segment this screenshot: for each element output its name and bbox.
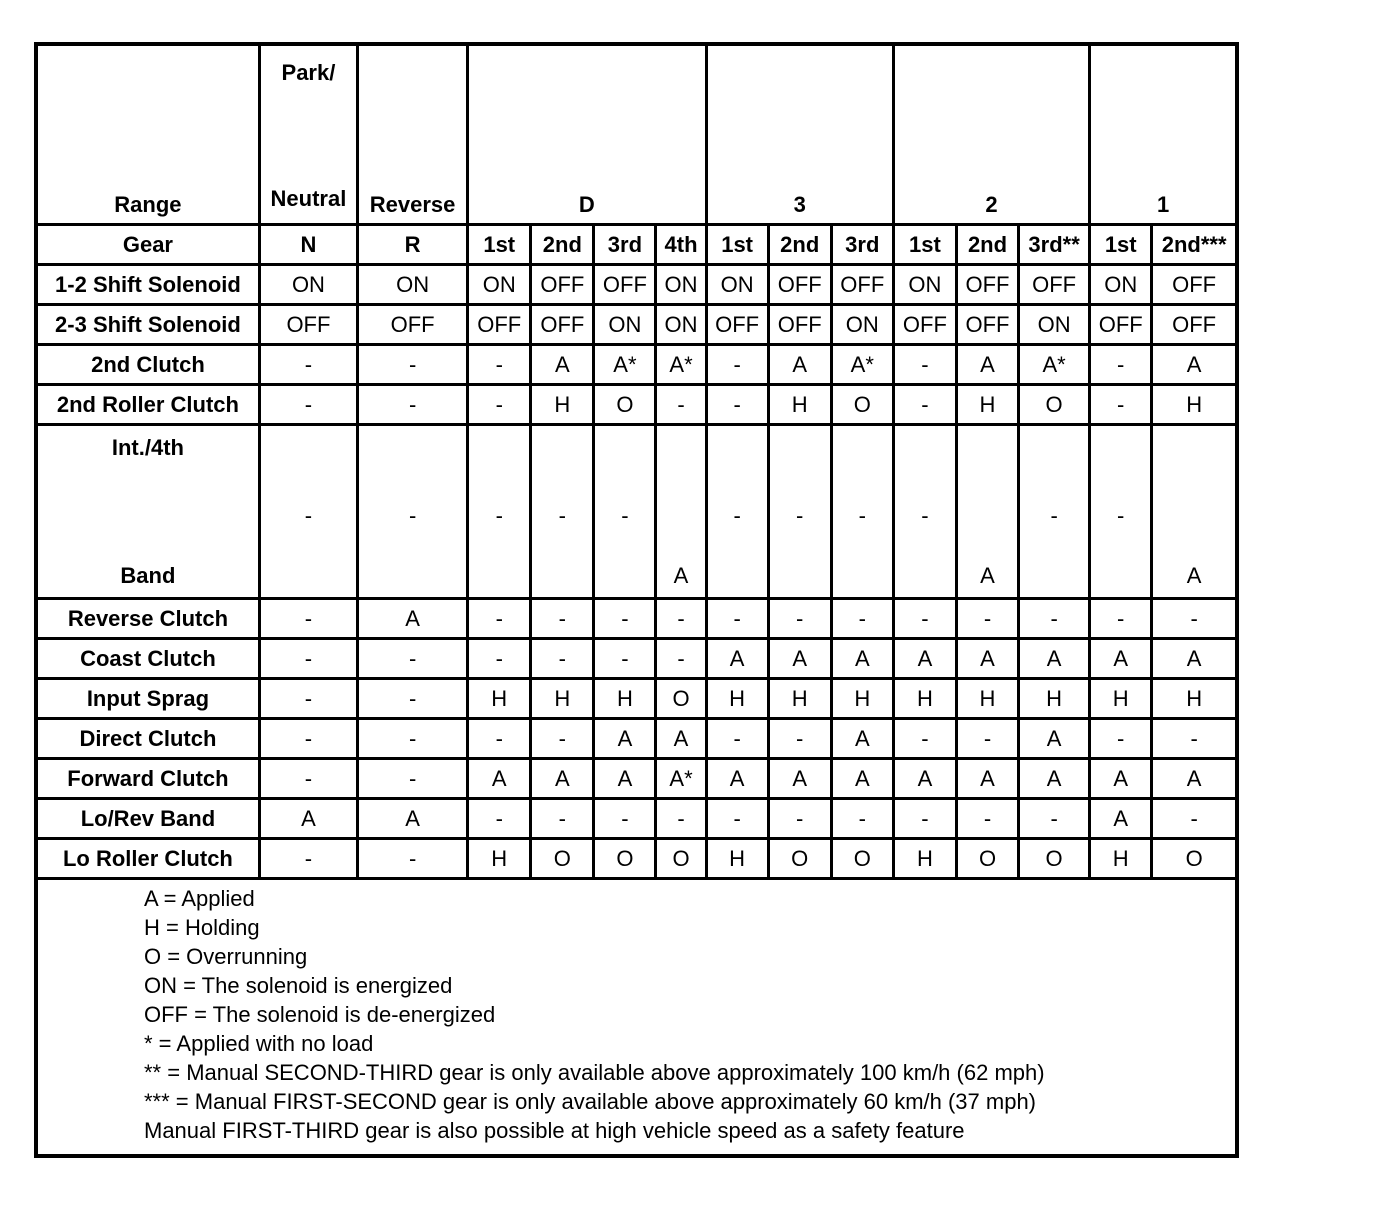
band-cell (594, 425, 656, 599)
band-cell (1019, 425, 1090, 599)
table-cell: - (259, 385, 357, 425)
table-cell: H (768, 385, 831, 425)
table-row (36, 385, 1237, 425)
table-cell: A (468, 759, 531, 799)
table-cell: OFF (893, 305, 956, 345)
table-cell: H (1090, 839, 1152, 879)
table-cell: A (1152, 759, 1237, 799)
table-cell: A* (594, 345, 656, 385)
table-cell: OFF (706, 305, 768, 345)
table-cell: H (1090, 679, 1152, 719)
table-cell: ON (831, 305, 893, 345)
legend-line: *** = Manual FIRST-SECOND gear is only available above approximately 60 km/h (37 mph) (144, 1089, 1037, 1114)
legend-line: A = Applied (144, 886, 255, 911)
table-cell: H (768, 679, 831, 719)
table-cell: A (358, 799, 468, 839)
gear-cell: 3rd (831, 225, 893, 265)
table-cell: A (259, 799, 357, 839)
table-cell: - (1090, 719, 1152, 759)
table-cell: - (468, 639, 531, 679)
table-cell: A (893, 639, 956, 679)
row-label: 2nd Clutch (36, 345, 259, 385)
table-cell: A (831, 639, 893, 679)
gear-cell: 2nd (768, 225, 831, 265)
band-mid-value: - (796, 502, 804, 528)
row-label: Forward Clutch (36, 759, 259, 799)
table-row (36, 599, 1237, 639)
table-cell: - (706, 719, 768, 759)
row-label: 1-2 Shift Solenoid (36, 265, 259, 305)
table-cell: - (531, 599, 594, 639)
table-cell: - (706, 599, 768, 639)
table-cell: A (531, 345, 594, 385)
band-mid-value: - (558, 502, 566, 528)
table-cell: OFF (531, 265, 594, 305)
table-cell: A (531, 759, 594, 799)
band-mid-value: - (921, 502, 929, 528)
table-cell: ON (468, 265, 531, 305)
table-cell: - (893, 719, 956, 759)
table-cell: - (594, 799, 656, 839)
table-cell: - (1152, 719, 1237, 759)
table-cell: OFF (768, 305, 831, 345)
table-cell: OFF (1152, 305, 1237, 345)
row-label: Lo Roller Clutch (36, 839, 259, 879)
table-cell: - (1152, 799, 1237, 839)
gear-cell: 1st (468, 225, 531, 265)
table-cell: H (1152, 385, 1237, 425)
table-cell: H (594, 679, 656, 719)
legend-line: * = Applied with no load (144, 1031, 374, 1056)
table-cell: A (768, 759, 831, 799)
table-cell: - (893, 385, 956, 425)
table-cell: ON (656, 305, 706, 345)
table-cell: A (893, 759, 956, 799)
table-cell: - (768, 719, 831, 759)
table-cell: H (531, 385, 594, 425)
table-cell: A (1090, 639, 1152, 679)
table-cell: O (831, 385, 893, 425)
gear-cell: 2nd (956, 225, 1018, 265)
table-cell: - (594, 639, 656, 679)
table-cell: OFF (1090, 305, 1152, 345)
table-cell: H (893, 839, 956, 879)
band-cell (893, 425, 956, 599)
table-cell: A (956, 759, 1018, 799)
table-cell: A (594, 759, 656, 799)
table-cell: - (706, 385, 768, 425)
table-cell: H (1152, 679, 1237, 719)
row-label: Direct Clutch (36, 719, 259, 759)
table-cell: - (1090, 599, 1152, 639)
table-cell: - (531, 719, 594, 759)
table-cell: O (531, 839, 594, 879)
table-cell: - (259, 719, 357, 759)
band-cell (531, 425, 594, 599)
table-cell: A (594, 719, 656, 759)
band-label-bottom: Band (120, 562, 176, 588)
table-cell: - (706, 799, 768, 839)
table-cell: A* (831, 345, 893, 385)
table-row (36, 305, 1237, 345)
table-cell: - (259, 759, 357, 799)
band-cell (1090, 425, 1152, 599)
range-label: Range (36, 44, 259, 225)
band-cell (768, 425, 831, 599)
table-cell: - (358, 759, 468, 799)
table-cell: A* (1019, 345, 1090, 385)
table-cell: A (358, 599, 468, 639)
table-cell: - (468, 719, 531, 759)
range-1-header: 1 (1090, 44, 1237, 225)
table-cell: - (259, 345, 357, 385)
table-cell: H (831, 679, 893, 719)
table-cell: ON (656, 265, 706, 305)
table-cell: - (831, 599, 893, 639)
row-label: Input Sprag (36, 679, 259, 719)
row-label: Reverse Clutch (36, 599, 259, 639)
table-cell: OFF (1019, 265, 1090, 305)
band-cell (468, 425, 531, 599)
table-cell: OFF (956, 305, 1018, 345)
table-cell: O (831, 839, 893, 879)
shift-chart-table (34, 42, 1239, 1158)
table-cell: ON (259, 265, 357, 305)
table-cell: - (768, 799, 831, 839)
table-cell: - (358, 345, 468, 385)
table-cell: - (706, 345, 768, 385)
table-cell: - (259, 639, 357, 679)
band-bottom-value: A (980, 562, 995, 588)
band-bottom-value: A (1186, 562, 1202, 588)
range-header-row (36, 44, 1237, 225)
table-cell: A* (656, 759, 706, 799)
table-cell: A (706, 759, 768, 799)
table-cell: A (1152, 639, 1237, 679)
table-row (36, 345, 1237, 385)
table-cell: OFF (956, 265, 1018, 305)
table-cell: - (956, 799, 1018, 839)
legend-line: ON = The solenoid is energized (144, 973, 453, 998)
table-cell: OFF (358, 305, 468, 345)
table-cell: ON (594, 305, 656, 345)
band-mid-value: - (304, 502, 313, 528)
table-cell: H (893, 679, 956, 719)
band-cell (706, 425, 768, 599)
table-cell: H (956, 679, 1018, 719)
table-cell: A (706, 639, 768, 679)
solenoid-clutch-rows (36, 265, 1237, 425)
table-cell: - (259, 599, 357, 639)
table-cell: A (656, 719, 706, 759)
band-cell (656, 425, 706, 599)
band-mid-value: - (858, 502, 866, 528)
table-cell: ON (893, 265, 956, 305)
table-cell: H (531, 679, 594, 719)
band-cell (259, 425, 357, 599)
table-cell: O (768, 839, 831, 879)
legend-line: H = Holding (144, 915, 260, 940)
table-cell: - (259, 839, 357, 879)
table-row (36, 759, 1237, 799)
table-cell: OFF (768, 265, 831, 305)
table-cell: - (1090, 385, 1152, 425)
table-cell: ON (1019, 305, 1090, 345)
table-cell: - (468, 799, 531, 839)
table-cell: OFF (259, 305, 357, 345)
table-row (36, 679, 1237, 719)
neutral-label: Neutral (270, 185, 347, 211)
table-cell: - (893, 599, 956, 639)
band-mid-value: - (1117, 502, 1125, 528)
gear-cell: 3rd (594, 225, 656, 265)
row-label: Lo/Rev Band (36, 799, 259, 839)
table-cell: ON (706, 265, 768, 305)
table-cell: - (259, 679, 357, 719)
gear-cell: 1st (1090, 225, 1152, 265)
gear-cell: 3rd** (1019, 225, 1090, 265)
table-cell: OFF (594, 265, 656, 305)
table-cell: O (656, 839, 706, 879)
table-cell: A (1090, 799, 1152, 839)
gear-cell: 4th (656, 225, 706, 265)
park-neutral-header (259, 44, 357, 225)
table-cell: - (1090, 345, 1152, 385)
table-cell: A (1090, 759, 1152, 799)
band-row-label (36, 425, 259, 599)
table-cell: - (1152, 599, 1237, 639)
table-cell: - (656, 385, 706, 425)
band-mid-value: - (408, 502, 417, 528)
band-mid-value: - (1050, 502, 1058, 528)
band-cell (358, 425, 468, 599)
clutch-chart-container (34, 42, 1239, 1158)
table-cell: A (956, 345, 1018, 385)
range-3-header: 3 (706, 44, 893, 225)
table-row (36, 839, 1237, 879)
band-mid-value: - (733, 502, 741, 528)
table-cell: - (468, 345, 531, 385)
table-cell: - (893, 799, 956, 839)
table-cell: A (1019, 639, 1090, 679)
row-label: Coast Clutch (36, 639, 259, 679)
band-cell (956, 425, 1018, 599)
table-cell: OFF (1152, 265, 1237, 305)
table-cell: - (468, 385, 531, 425)
table-row (36, 799, 1237, 839)
table-row (36, 719, 1237, 759)
table-cell: - (1019, 599, 1090, 639)
table-cell: O (656, 679, 706, 719)
table-cell: A (768, 639, 831, 679)
table-cell: A (1019, 759, 1090, 799)
table-cell: - (531, 639, 594, 679)
table-cell: A (768, 345, 831, 385)
table-cell: O (1019, 385, 1090, 425)
table-cell: O (1019, 839, 1090, 879)
table-cell: ON (1090, 265, 1152, 305)
table-cell: OFF (831, 265, 893, 305)
band-cell (1152, 425, 1237, 599)
table-cell: ON (358, 265, 468, 305)
gear-cell: 1st (706, 225, 768, 265)
band-cell (831, 425, 893, 599)
table-cell: H (706, 679, 768, 719)
table-cell: - (956, 599, 1018, 639)
band-mid-value: - (495, 502, 503, 528)
table-cell: A (956, 639, 1018, 679)
range-d-header: D (468, 44, 706, 225)
table-cell: O (956, 839, 1018, 879)
table-cell: A (831, 759, 893, 799)
table-cell: A (1152, 345, 1237, 385)
table-cell: H (956, 385, 1018, 425)
legend-line: OFF = The solenoid is de-energized (144, 1002, 496, 1027)
park-label: Park/ (281, 59, 336, 85)
row-label: 2-3 Shift Solenoid (36, 305, 259, 345)
gear-cell: 2nd*** (1152, 225, 1237, 265)
legend-line: O = Overrunning (144, 944, 308, 969)
band-bottom-value: A (673, 562, 689, 588)
clutch-band-rows (36, 599, 1237, 879)
gear-cell: 1st (893, 225, 956, 265)
legend (36, 879, 1237, 1157)
table-cell: - (1019, 799, 1090, 839)
table-cell: - (656, 599, 706, 639)
gear-row (36, 225, 1237, 265)
table-cell: - (358, 679, 468, 719)
table-cell: H (706, 839, 768, 879)
legend-line: ** = Manual SECOND-THIRD gear is only available above approximately 100 km/h (62 mph) (144, 1060, 1045, 1085)
table-cell: - (956, 719, 1018, 759)
row-label: 2nd Roller Clutch (36, 385, 259, 425)
table-cell: - (656, 799, 706, 839)
reverse-header: Reverse (358, 44, 468, 225)
table-cell: - (594, 599, 656, 639)
gear-cell: N (259, 225, 357, 265)
table-row (36, 265, 1237, 305)
table-cell: - (768, 599, 831, 639)
table-row (36, 639, 1237, 679)
table-cell: O (594, 385, 656, 425)
band-label-top: Int./4th (111, 434, 184, 460)
table-cell: - (358, 839, 468, 879)
table-cell: A (1019, 719, 1090, 759)
table-cell: - (531, 799, 594, 839)
gear-cell: R (358, 225, 468, 265)
gear-label: Gear (36, 225, 259, 265)
table-cell: - (893, 345, 956, 385)
table-cell: - (358, 719, 468, 759)
table-cell: - (468, 599, 531, 639)
table-cell: - (358, 639, 468, 679)
range-2-header: 2 (893, 44, 1089, 225)
table-cell: A (831, 719, 893, 759)
table-cell: H (468, 679, 531, 719)
gear-cell: 2nd (531, 225, 594, 265)
table-cell: O (1152, 839, 1237, 879)
band-mid-value: - (621, 502, 629, 528)
table-cell: H (1019, 679, 1090, 719)
table-cell: H (468, 839, 531, 879)
table-cell: OFF (468, 305, 531, 345)
table-cell: OFF (531, 305, 594, 345)
legend-line: Manual FIRST-THIRD gear is also possible at high vehicle speed as a safety feature (144, 1118, 965, 1143)
table-cell: - (358, 385, 468, 425)
legend-row (36, 879, 1237, 1157)
int-4th-band-row (36, 425, 1237, 599)
table-cell: - (656, 639, 706, 679)
table-cell: O (594, 839, 656, 879)
table-cell: - (831, 799, 893, 839)
table-cell: A* (656, 345, 706, 385)
